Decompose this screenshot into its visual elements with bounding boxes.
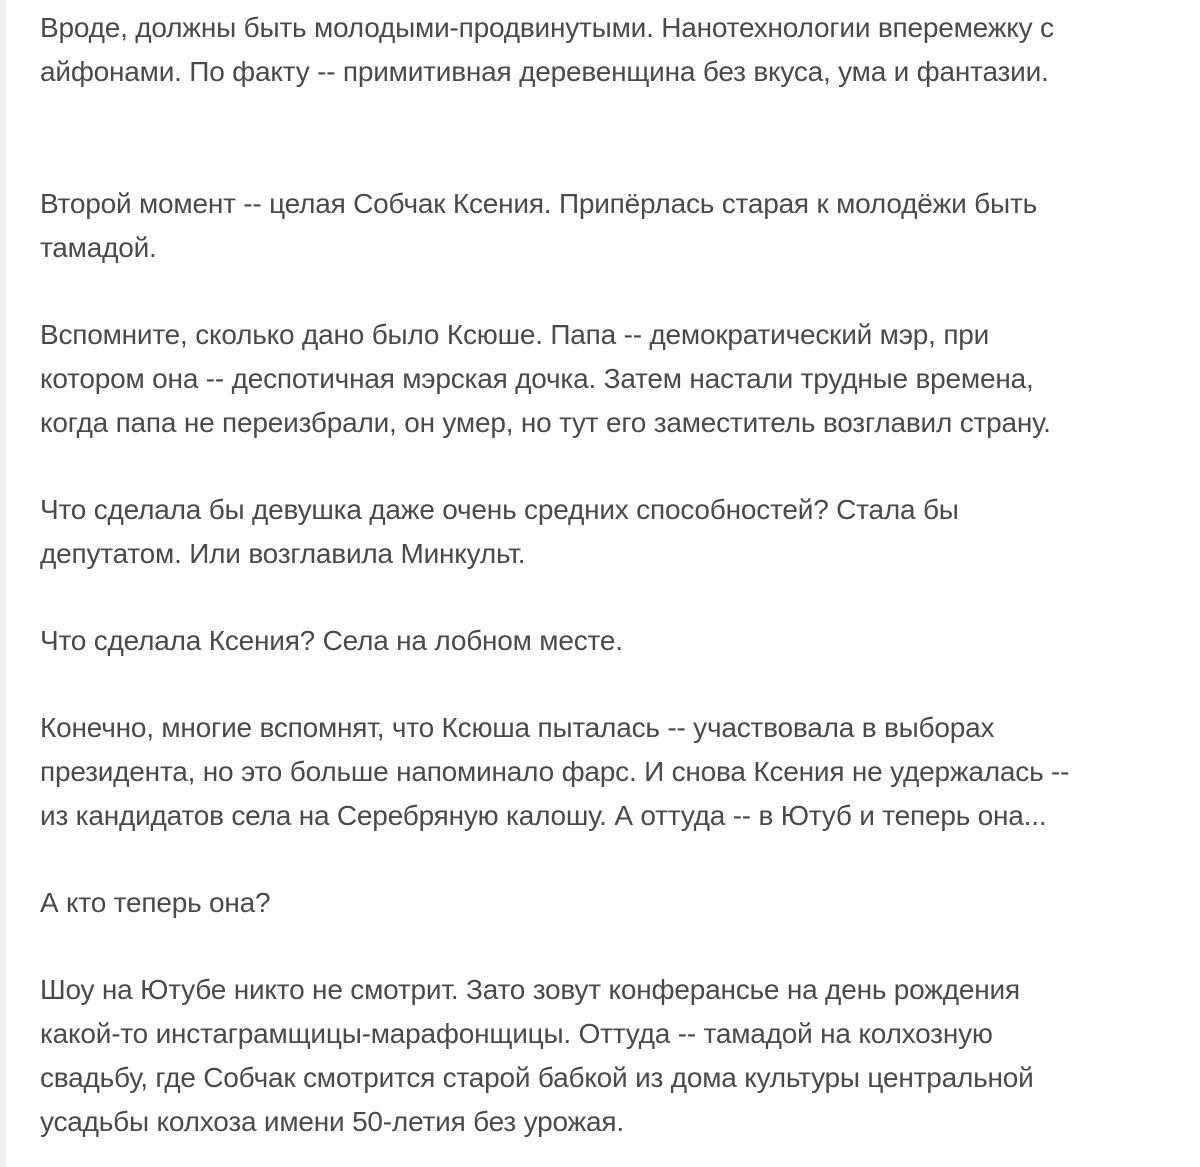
- article-body: [40, 6, 1180, 1144]
- paragraph-gap: [40, 94, 1180, 182]
- paragraph-6: Конечно, многие вспомнят, что Ксюша пыталась -- участвовала в выборах президента, но это больше напоминало фарс. И снова Ксения не удержалась -- из кандидатов села на Серебряную калошу. А оттуда -- в Ютуб и теперь она...: [40, 712, 1070, 831]
- paragraph-gap: [40, 925, 1180, 968]
- paragraph-3: Вспомните, сколько дано было Ксюше. Папа -- демократический мэр, при котором она -- деспотичная мэрская дочка. Затем настали трудные времена, когда папа не переизбрали, он умер, но тут его заместитель возглавил страну.: [40, 319, 1051, 438]
- paragraph-gap: [40, 445, 1180, 488]
- paragraph-1: Вроде, должны быть молодыми-продвинутыми. Нанотехнологии вперемежку с айфонами. По факту -- примитивная деревенщина без вкуса, ума и фантазии.: [40, 12, 1054, 87]
- left-rail: [0, 0, 6, 1167]
- paragraph-gap: [40, 270, 1180, 313]
- paragraph-gap: [40, 663, 1180, 706]
- paragraph-8: Шоу на Ютубе никто не смотрит. Зато зовут конферансье на день рождения какой-то инстаграмщицы-марафонщицы. Оттуда -- тамадой на колхозную свадьбу, где Собчак смотрится старой бабкой из дома культуры центральной усадьбы колхоза имени 50-летия без урожая.: [40, 974, 1034, 1137]
- paragraph-7: А кто теперь она?: [40, 887, 271, 918]
- paragraph-gap: [40, 838, 1180, 881]
- paragraph-gap: [40, 576, 1180, 619]
- paragraph-4: Что сделала бы девушка даже очень средних способностей? Стала бы депутатом. Или возглавила Минкульт.: [40, 494, 959, 569]
- paragraph-2: Второй момент -- целая Собчак Ксения. Припёрлась старая к молодёжи быть тамадой.: [40, 188, 1037, 263]
- paragraph-5: Что сделала Ксения? Села на лобном месте.: [40, 625, 623, 656]
